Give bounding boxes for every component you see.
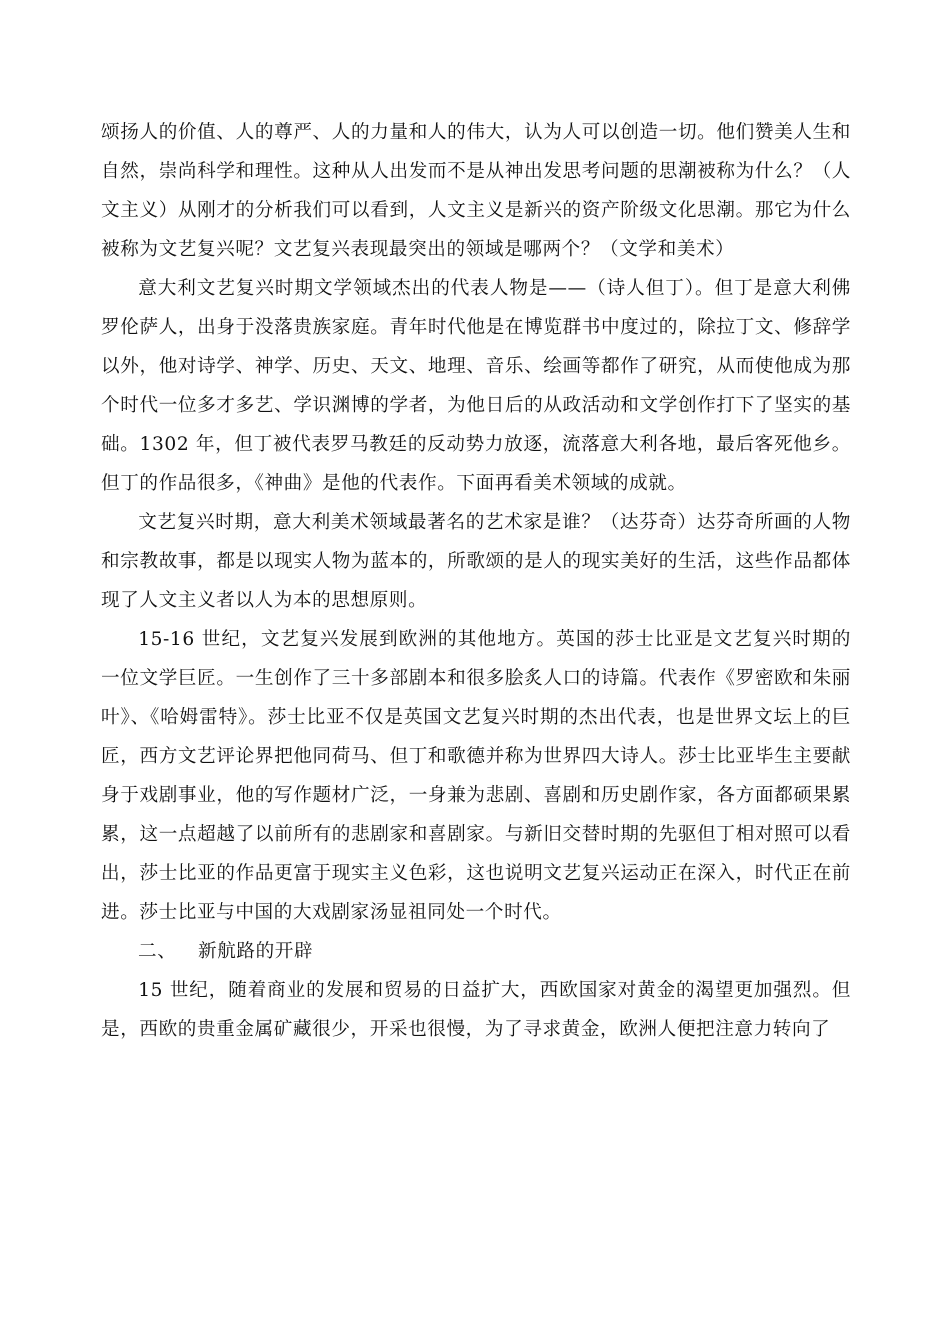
- section-title: 新航路的开辟: [198, 941, 314, 962]
- paragraph-da-vinci: 文艺复兴时期，意大利美术领域最著名的艺术家是谁？（达芬奇）达芬奇所画的人物和宗教故事，都是以现实人物为蓝本的，所歌颂的是人的现实美好的生活，这些作品都体现了人文主义者以人为本的思想原则。: [101, 512, 851, 611]
- document-page: [101, 113, 851, 1049]
- section-heading: [101, 932, 851, 971]
- paragraph-shakespeare: 15-16 世纪，文艺复兴发展到欧洲的其他地方。英国的莎士比亚是文艺复兴时期的一位文学巨匠。一生创作了三十多部剧本和很多脍炙人口的诗篇。代表作《罗密欧和朱丽叶》、《哈姆雷特》。莎士比亚不仅是英国文艺复兴时期的杰出代表，也是世界文坛上的巨匠，西方文艺评论界把他同荷马、但丁和歌德并称为世界四大诗人。莎士比亚毕生主要献身于戏剧事业，他的写作题材广泛，一身兼为悲剧、喜剧和历史剧作家，各方面都硕果累累，这一点超越了以前所有的悲剧家和喜剧家。与新旧交替时期的先驱但丁相对照可以看出，莎士比亚的作品更富于现实主义色彩，这也说明文艺复兴运动正在深入，时代正在前进。莎士比亚与中国的大戏剧家汤显祖同处一个时代。: [101, 629, 851, 923]
- paragraph-dante: 意大利文艺复兴时期文学领域杰出的代表人物是——（诗人但丁）。但丁是意大利佛罗伦萨人，出身于没落贵族家庭。青年时代他是在博览群书中度过的，除拉丁文、修辞学以外，他对诗学、神学、历史、天文、地理、音乐、绘画等都作了研究，从而使他成为那个时代一位多才多艺、学识渊博的学者，为他日后的从政活动和文学创作打下了坚实的基础。1302 年，但丁被代表罗马教廷的反动势力放逐，流落意大利各地，最后客死他乡。但丁的作品很多，《神曲》是他的代表作。下面再看美术领域的成就。: [101, 278, 851, 494]
- paragraph-humanism: 颂扬人的价值、人的尊严、人的力量和人的伟大，认为人可以创造一切。他们赞美人生和自然，崇尚科学和理性。这种从人出发而不是从神出发思考问题的思潮被称为什么？（人文主义）从刚才的分析我们可以看到，人文主义是新兴的资产阶级文化思潮。那它为什么被称为文艺复兴呢？文艺复兴表现最突出的领域是哪两个？（文学和美术）: [101, 122, 851, 260]
- section-number: 二、: [138, 941, 177, 962]
- paragraph-new-routes: 15 世纪，随着商业的发展和贸易的日益扩大，西欧国家对黄金的渴望更加强烈。但是，西欧的贵重金属矿藏很少，开采也很慢，为了寻求黄金，欧洲人便把注意力转向了: [101, 980, 851, 1040]
